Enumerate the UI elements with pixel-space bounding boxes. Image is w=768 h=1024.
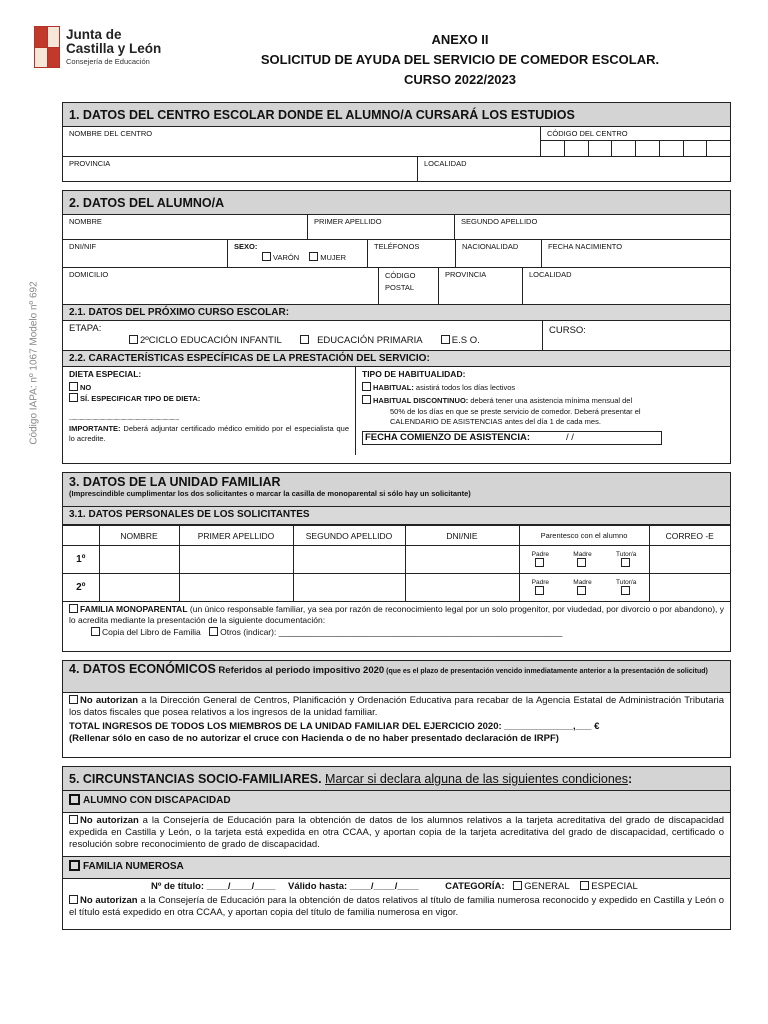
general-checkbox[interactable] [513, 881, 522, 890]
familia-numerosa-header: FAMILIA NUMEROSA [63, 857, 730, 879]
total-ingresos-field[interactable]: TOTAL INGRESOS DE TODOS LOS MIEMBROS DE LA UNIDAD FAMILIAR DEL EJERCICIO 2020: _____________,___ € [69, 721, 600, 732]
centro-localidad-field[interactable]: LOCALIDAD [424, 159, 467, 168]
titulo-row: Nº de título: ____/____/____ Válido hasta: ____/____/____ CATEGORÍA: GENERAL ESPECIAL [151, 881, 638, 892]
libro-familia-checkbox[interactable] [91, 627, 100, 636]
col-apellido2: SEGUNDO APELLIDO [293, 526, 405, 546]
table-row: 2º Padre Madre Tutor/a [63, 574, 730, 602]
col-apellido1: PRIMER APELLIDO [179, 526, 293, 546]
alumno-apellido2-field[interactable]: SEGUNDO APELLIDO [461, 217, 538, 226]
col-correo: CORREO -E [649, 526, 730, 546]
junta-logo [30, 26, 190, 82]
alumno-localidad-field[interactable]: LOCALIDAD [529, 270, 572, 279]
annex-title: ANEXO II [431, 32, 489, 47]
alumno-apellido1-field[interactable]: PRIMER APELLIDO [308, 215, 455, 239]
section-2-2-title: 2.2. CARACTERÍSTICAS ESPECÍFICAS DE LA PRESTACIÓN DEL SERVICIO: [63, 351, 730, 367]
sol2-dni[interactable] [405, 574, 519, 602]
sol1-nombre[interactable] [99, 546, 179, 574]
alumno-nacionalidad-field[interactable]: NACIONALIDAD [456, 240, 542, 267]
section-5-circunstancias [62, 766, 731, 930]
alumno-telefonos-field[interactable]: TELÉFONOS [368, 240, 456, 267]
discapacidad-text: No autorizan a la Consejería de Educación para la obtención de datos de los alumnos relativos a la tarjeta acreditativa del grado de discapacidad expedida en Castilla y León, o la tarjeta está expedida en otra CCAA, y aportan copia de la tarjeta acreditativa del grado de discapacidad, certificado o resolución sobre reconocimiento de grado de discapacidad. [63, 813, 730, 857]
col-nombre: NOMBRE [99, 526, 179, 546]
section-3-1-title: 3.1. DATOS PERSONALES DE LOS SOLICITANTES [63, 507, 730, 525]
monoparental-block: FAMILIA MONOPARENTAL (un único responsable familiar, ya sea por razón de reconocimiento legal por un solo progenitor, por viudedad, por divorcio o por abandono), y lo acredita mediante la presentación de la siguiente documentación: Copia del Libro de Familia Otros (indicar): ____________________________________________________________ [69, 604, 725, 637]
sol2-apellido2[interactable] [293, 574, 405, 602]
etapa-field: ETAPA: 2ºCICLO EDUCACIÓN INFANTIL EDUCACIÓN PRIMARIA E.S O. [63, 321, 543, 350]
especial-checkbox[interactable] [580, 881, 589, 890]
alumno-provincia-field[interactable]: PROVINCIA [439, 268, 523, 304]
eso-checkbox[interactable] [441, 335, 450, 344]
primaria-checkbox[interactable] [300, 335, 309, 344]
alumno-sexo-field: SEXO: VARÓN MUJER [228, 240, 368, 267]
alumno-nombre-field[interactable]: NOMBRE [63, 215, 308, 239]
alumno-dni-field[interactable]: DNI/NIF [63, 240, 228, 267]
col-parentesco: Parentesco con el alumno [519, 526, 649, 546]
sol1-correo[interactable] [649, 546, 730, 574]
sol1-apellido2[interactable] [293, 546, 405, 574]
sol1-madre-checkbox[interactable] [577, 558, 586, 567]
section-1-centro [62, 102, 731, 182]
logo-text: Junta de Castilla y León [66, 27, 162, 56]
sol2-correo[interactable] [649, 574, 730, 602]
col-dni: DNI/NIE [405, 526, 519, 546]
sol2-apellido1[interactable] [179, 574, 293, 602]
discapacidad-header: ALUMNO CON DISCAPACIDAD [63, 791, 730, 813]
valido-field[interactable]: Válido hasta: ____/____/____ [288, 881, 419, 892]
sol2-parentesco: Padre Madre Tutor/a [519, 574, 649, 602]
section-1-title: 1. DATOS DEL CENTRO ESCOLAR DONDE EL ALUMNO/A CURSARÁ LOS ESTUDIOS [63, 103, 730, 127]
sol1-parentesco: Padre Madre Tutor/a [519, 546, 649, 574]
rellenar-note: (Rellenar sólo en caso de no autorizar el cruce con Hacienda o de no haber presentado declaración de IRPF) [69, 733, 559, 744]
fecha-comienzo-field[interactable]: FECHA COMIENZO DE ASISTENCIA: / / [362, 431, 662, 445]
dieta-no-checkbox[interactable] [69, 382, 78, 391]
titulo-field[interactable]: Nº de título: ____/____/____ [151, 881, 276, 892]
section-5-title: 5. CIRCUNSTANCIAS SOCIO-FAMILIARES. Marcar si declara alguna de las siguientes condiciones: [63, 767, 730, 791]
dieta-dots[interactable]: .............................................................................................. [69, 416, 179, 422]
side-code: Código IAPA: nº 1067 Modelo nº 692 [28, 281, 40, 445]
table-row: 1º Padre Madre Tutor/a [63, 546, 730, 574]
no-autorizan-hacienda-checkbox[interactable] [69, 695, 78, 704]
form-title: SOLICITUD DE AYUDA DEL SERVICIO DE COMEDOR ESCOLAR. [260, 52, 660, 67]
section-2-title: 2. DATOS DEL ALUMNO/A [63, 191, 730, 215]
mujer-checkbox[interactable] [309, 252, 318, 261]
section-2-alumno [62, 190, 731, 464]
monoparental-checkbox[interactable] [69, 604, 78, 613]
centro-codigo-field[interactable]: CÓDIGO DEL CENTRO [541, 127, 730, 156]
section-2-1-title: 2.1. DATOS DEL PRÓXIMO CURSO ESCOLAR: [63, 305, 730, 321]
centro-nombre-field[interactable]: NOMBRE DEL CENTRO [63, 127, 541, 156]
discapacidad-checkbox[interactable] [69, 794, 80, 805]
dieta-especial-field: DIETA ESPECIAL: NO SÍ. ESPECIFICAR TIPO DE DIETA: .............................................................................................. IMPORTANTE: Deberá adjuntar certificado médico emitido por el especialista que lo acredite. [63, 367, 356, 455]
section-4-economicos: 4. DATOS ECONÓMICOS Referidos al periodo impositivo 2020 (que es el plazo de presentación vencido inmediatamente anterior a la presentación de solicitud) No autorizan a la Dirección General de Centros, Planificación y Ordenación Educativa para recabar de la Agencia Estatal de Administración Tributaria los datos fiscales que posea relativos a los ingresos de la unidad familiar. TOTAL INGRESOS DE TODOS LOS MIEMBROS DE LA UNIDAD FAMILIAR DEL EJERCICIO 2020: _____________,___ € (Rellenar sólo en caso de no autorizar el cruce con Hacienda o de no haber presentado declaración de IRPF) [62, 660, 731, 758]
familia-numerosa-text: No autorizan a la Consejería de Educación para la obtención de datos relativos al título de familia numerosa reconocido y expedido en Castilla y León o el título está expedido en otra CCAA, y aportan copia del título de familia numerosa en vigor. [69, 895, 725, 918]
sol2-padre-checkbox[interactable] [535, 586, 544, 595]
habitual-discontinuo-checkbox[interactable] [362, 395, 371, 404]
sol2-nombre[interactable] [99, 574, 179, 602]
curso-field[interactable]: CURSO: [549, 325, 586, 336]
infantil-checkbox[interactable] [129, 335, 138, 344]
alumno-codigo-postal-field[interactable]: CÓDIGO POSTAL [379, 268, 439, 304]
otros-checkbox[interactable] [209, 627, 218, 636]
centro-provincia-field[interactable]: PROVINCIA [63, 157, 418, 181]
sol1-dni[interactable] [405, 546, 519, 574]
sol1-tutor-checkbox[interactable] [621, 558, 630, 567]
section-3-title: 3. DATOS DE LA UNIDAD FAMILIAR [69, 475, 281, 489]
no-autorizan-discapacidad-checkbox[interactable] [69, 815, 78, 824]
habitualidad-field: TIPO DE HABITUALIDAD: HABITUAL: asistirá todos los días lectivos HABITUAL DISCONTINUO: deberá tener una asistencia mínima mensual del 50% de los días en que se preste servicio de comedor. Deberá presentar el CALENDARIO DE ASISTENCIAS antes del día 1 de cada mes. FECHA COMIENZO DE ASISTENCIA: / / [356, 367, 730, 455]
coat-of-arms-icon [34, 26, 60, 68]
dieta-si-checkbox[interactable] [69, 393, 78, 402]
section-4-title: 4. DATOS ECONÓMICOS Referidos al periodo impositivo 2020 (que es el plazo de presentación vencido inmediatamente anterior a la presentación de solicitud) [63, 661, 730, 693]
no-autorizan-familia-checkbox[interactable] [69, 895, 78, 904]
solicitantes-table [63, 525, 730, 602]
sol2-madre-checkbox[interactable] [577, 586, 586, 595]
alumno-domicilio-field[interactable]: DOMICILIO [63, 268, 379, 304]
familia-numerosa-checkbox[interactable] [69, 860, 80, 871]
codigo-boxes [541, 140, 730, 156]
section-3-unidad-familiar [62, 472, 731, 652]
sol2-tutor-checkbox[interactable] [621, 586, 630, 595]
varon-checkbox[interactable] [262, 252, 271, 261]
otros-input[interactable]: ____________________________________________________________ [278, 627, 563, 637]
alumno-fecha-nacimiento-field[interactable]: FECHA NACIMIENTO [548, 242, 623, 251]
habitual-checkbox[interactable] [362, 382, 371, 391]
section-3-subtitle: (Imprescindible cumplimentar los dos solicitantes o marcar la casilla de monoparental si sólo hay un solicitante) [69, 489, 471, 498]
course-title: CURSO 2022/2023 [403, 72, 516, 87]
logo-subtitle: Consejería de Educación [66, 57, 150, 66]
sol1-apellido1[interactable] [179, 546, 293, 574]
sol1-padre-checkbox[interactable] [535, 558, 544, 567]
